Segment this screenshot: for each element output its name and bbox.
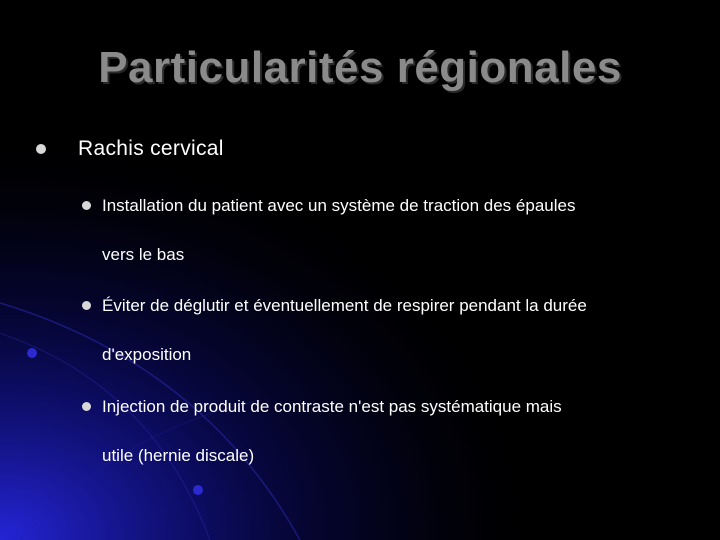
bullet-dot-icon	[82, 301, 91, 310]
decor-dot	[193, 485, 203, 495]
bullet-line: utile (hernie discale)	[102, 446, 255, 465]
bullet-level1	[36, 134, 686, 164]
bullet-line: Éviter de déglutir et éventuellement de respirer pendant la durée	[102, 296, 587, 315]
slide-title: Particularités régionales	[98, 43, 622, 92]
bullet-level1-text: Rachis cervical	[78, 137, 224, 160]
bullet-line: vers le bas	[102, 245, 185, 264]
bullet-dot-icon	[82, 402, 91, 411]
bullet-line: Installation du patient avec un système de traction des épaules	[102, 196, 576, 215]
decor-dot	[27, 348, 37, 358]
bullet-text	[102, 281, 702, 379]
bullet-line: d'exposition	[102, 345, 192, 364]
bullet-line: Injection de produit de contraste n'est pas systématique mais	[102, 397, 562, 416]
bullet-text	[102, 181, 702, 279]
bullet-dot-icon	[82, 201, 91, 210]
bullet-dot-icon	[36, 144, 46, 154]
bullet-text	[102, 382, 702, 480]
